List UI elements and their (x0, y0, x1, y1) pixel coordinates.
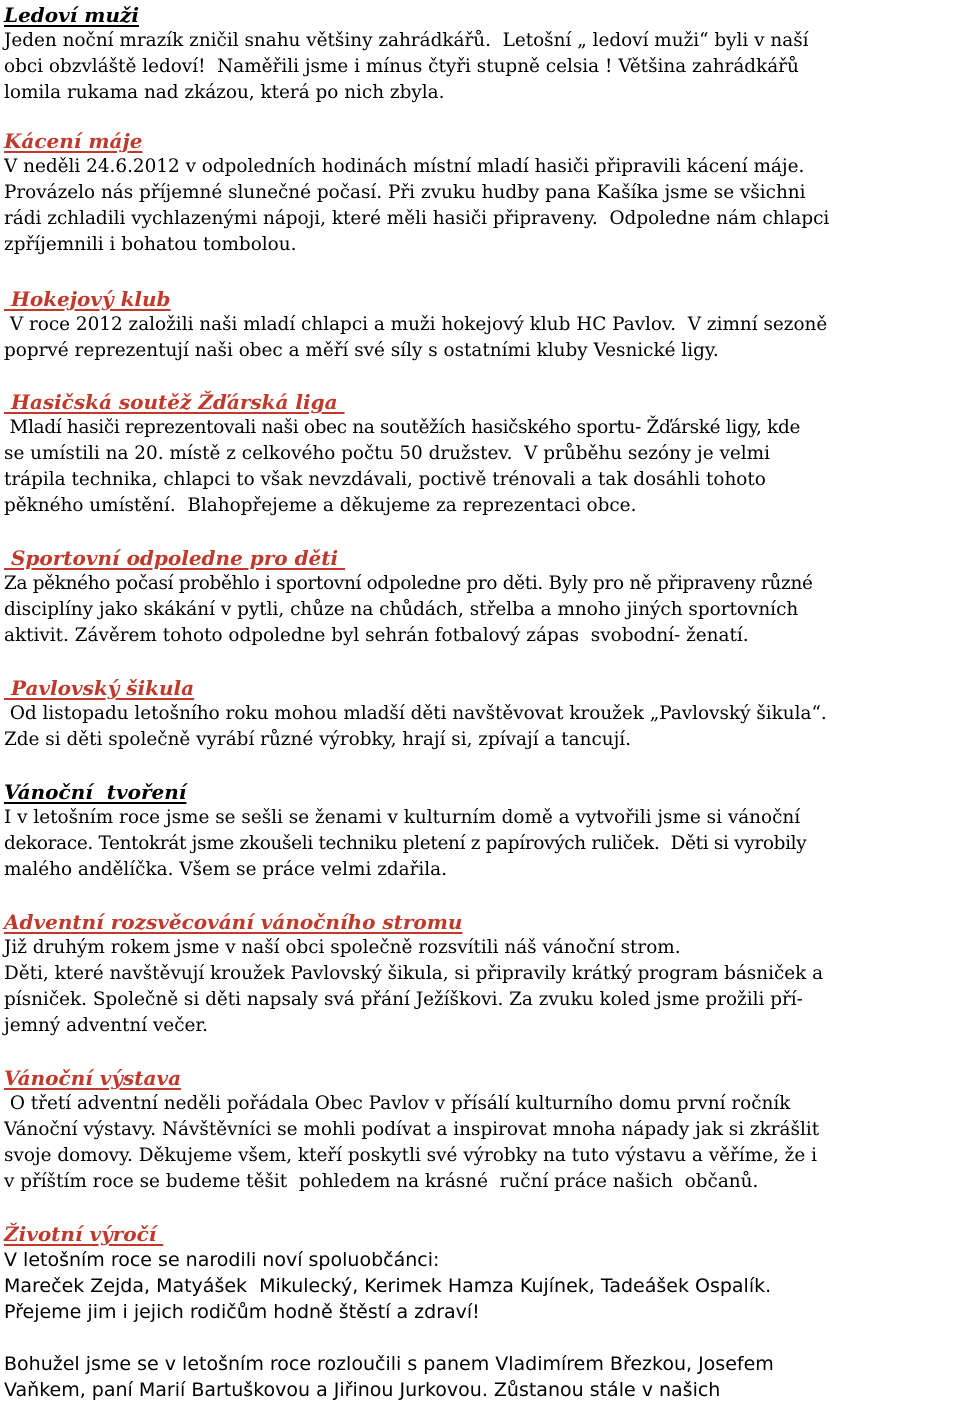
paragraph-line: V roce 2012 založili naši mladí chlapci a muži hokejový klub HC Pavlov. V zimní sezoně (4, 314, 828, 335)
section-heading: Adventní rozsvěcování vánočního stromu (4, 910, 463, 934)
paragraph-line: Jeden noční mrazík zničil snahu většiny zahrádkářů. Letošní „ ledoví muži“ byli v naší (4, 30, 809, 51)
section-heading: Ledoví muži (4, 3, 139, 27)
paragraph-line: Již druhým rokem jsme v naší obci společně rozsvítili náš vánoční strom. (4, 937, 681, 958)
section-hokejovy-klub (4, 286, 960, 364)
paragraph-line: Přejeme jim i jejich rodičům hodně štěstí a zdraví! (4, 1301, 480, 1323)
section-heading: Vánoční tvoření (4, 780, 187, 804)
paragraph-line: Mladí hasiči reprezentovali naši obec na soutěžích hasičského sportu- Žďárské ligy, kde (4, 417, 801, 438)
section-sportovni-odpoledne (4, 545, 960, 649)
section-kaceni-maje (4, 128, 960, 258)
paragraph-line: O třetí adventní neděli pořádala Obec Pavlov v přísálí kulturního domu první ročník (4, 1093, 791, 1114)
section-heading: Pavlovský šikula (4, 676, 195, 700)
paragraph-line: Vánoční výstavy. Návštěvníci se mohli podívat a inspirovat mnoha nápady jak si zkrášlit (4, 1119, 820, 1140)
section-adventni-rozsvecovani (4, 909, 960, 1039)
paragraph-line: pěkného umístění. Blahopřejeme a děkujeme za reprezentaci obce. (4, 495, 637, 516)
paragraph-line: jemný adventní večer. (4, 1015, 208, 1036)
paragraph-line: V neděli 24.6.2012 v odpoledních hodinách místní mladí hasiči připravili kácení máje. (4, 156, 805, 177)
section-heading: Sportovní odpoledne pro děti (4, 546, 346, 570)
blank-line (4, 1325, 960, 1351)
paragraph-line: svoje domovy. Děkujeme všem, kteří poskytli své výrobky na tuto výstavu a věříme, že i (4, 1145, 817, 1166)
paragraph-line: písniček. Společně si děti napsaly svá přání Ježíškovi. Za zvuku koled jsme prožili pří- (4, 989, 803, 1010)
section-vanocni-tvoreni (4, 779, 960, 883)
paragraph-line: disciplíny jako skákání v pytli, chůze na chůdách, střelba a mnoho jiných sportovních (4, 599, 799, 620)
paragraph-line: Provázelo nás příjemné slunečné počasí. Při zvuku hudby pana Kašíka jsme se všichni (4, 182, 806, 203)
section-pavlovsky-sikula (4, 675, 960, 753)
section-heading: Životní výročí (4, 1222, 164, 1246)
paragraph-line: zpříjemnili i bohatou tombolou. (4, 234, 297, 255)
paragraph-line: trápila technika, chlapci to však nevzdávali, poctivě trénovali a tak dosáhli tohoto (4, 469, 766, 490)
paragraph-line: Za pěkného počasí proběhlo i sportovní odpoledne pro děti. Byly pro ně připraveny různé (4, 573, 813, 594)
section-vanocni-vystava (4, 1065, 960, 1195)
paragraph-line: obci obzvláště ledoví! Naměřili jsme i mínus čtyři stupně celsia ! Většina zahrádkářů (4, 56, 799, 77)
paragraph-line: Bohužel jsme se v letošním roce rozloučili s panem Vladimírem Březkou, Josefem (4, 1353, 774, 1375)
paragraph-line: aktivit. Závěrem tohoto odpoledne byl sehrán fotbalový zápas svobodní- ženatí. (4, 625, 749, 646)
section-heading: Hasičská soutěž Žďárská liga (4, 390, 345, 414)
paragraph-line: V letošním roce se narodili noví spoluobčánci: (4, 1249, 440, 1271)
paragraph-line: malého andělíčka. Všem se práce velmi zdařila. (4, 859, 447, 880)
paragraph-line: dekorace. Tentokrát jsme zkoušeli techniku pletení z papírových ruliček. Děti si vyrobily (4, 833, 807, 854)
section-heading: Vánoční výstava (4, 1066, 182, 1090)
section-ledovi-muzi (4, 2, 960, 106)
paragraph-line: rádi zchladili vychlazenými nápoji, které měli hasiči připraveny. Odpoledne nám chlapci (4, 208, 830, 229)
section-hasicska-soutez (4, 389, 960, 519)
section-heading: Kácení máje (4, 129, 143, 153)
section-zivotni-vyroci (4, 1221, 960, 1403)
paragraph-line: I v letošním roce jsme se sešli se ženami v kulturním domě a vytvořili jsme si vánoční (4, 807, 801, 828)
paragraph-line: v příštím roce se budeme těšit pohledem na krásné ruční práce našich občanů. (4, 1171, 759, 1192)
paragraph-line: poprvé reprezentují naši obec a měří své síly s ostatními kluby Vesnické ligy. (4, 340, 719, 361)
paragraph-line: se umístili na 20. místě z celkového počtu 50 družstev. V průběhu sezóny je velmi (4, 443, 770, 464)
paragraph-line: Od listopadu letošního roku mohou mladší děti navštěvovat kroužek „Pavlovský šikula“. (4, 703, 827, 724)
paragraph-line: Děti, které navštěvují kroužek Pavlovský šikula, si připravily krátký program básniček a (4, 963, 824, 984)
paragraph-line: Zde si děti společně vyrábí různé výrobky, hrají si, zpívají a tancují. (4, 729, 632, 750)
paragraph-line: lomila rukama nad zkázou, která po nich zbyla. (4, 82, 445, 103)
section-heading: Hokejový klub (4, 287, 171, 311)
paragraph-line: Mareček Zejda, Matyášek Mikulecký, Kerimek Hamza Kujínek, Tadeášek Ospalík. (4, 1275, 772, 1297)
paragraph-line: Vaňkem, paní Marií Bartuškovou a Jiřinou Jurkovou. Zůstanou stále v našich (4, 1379, 721, 1401)
